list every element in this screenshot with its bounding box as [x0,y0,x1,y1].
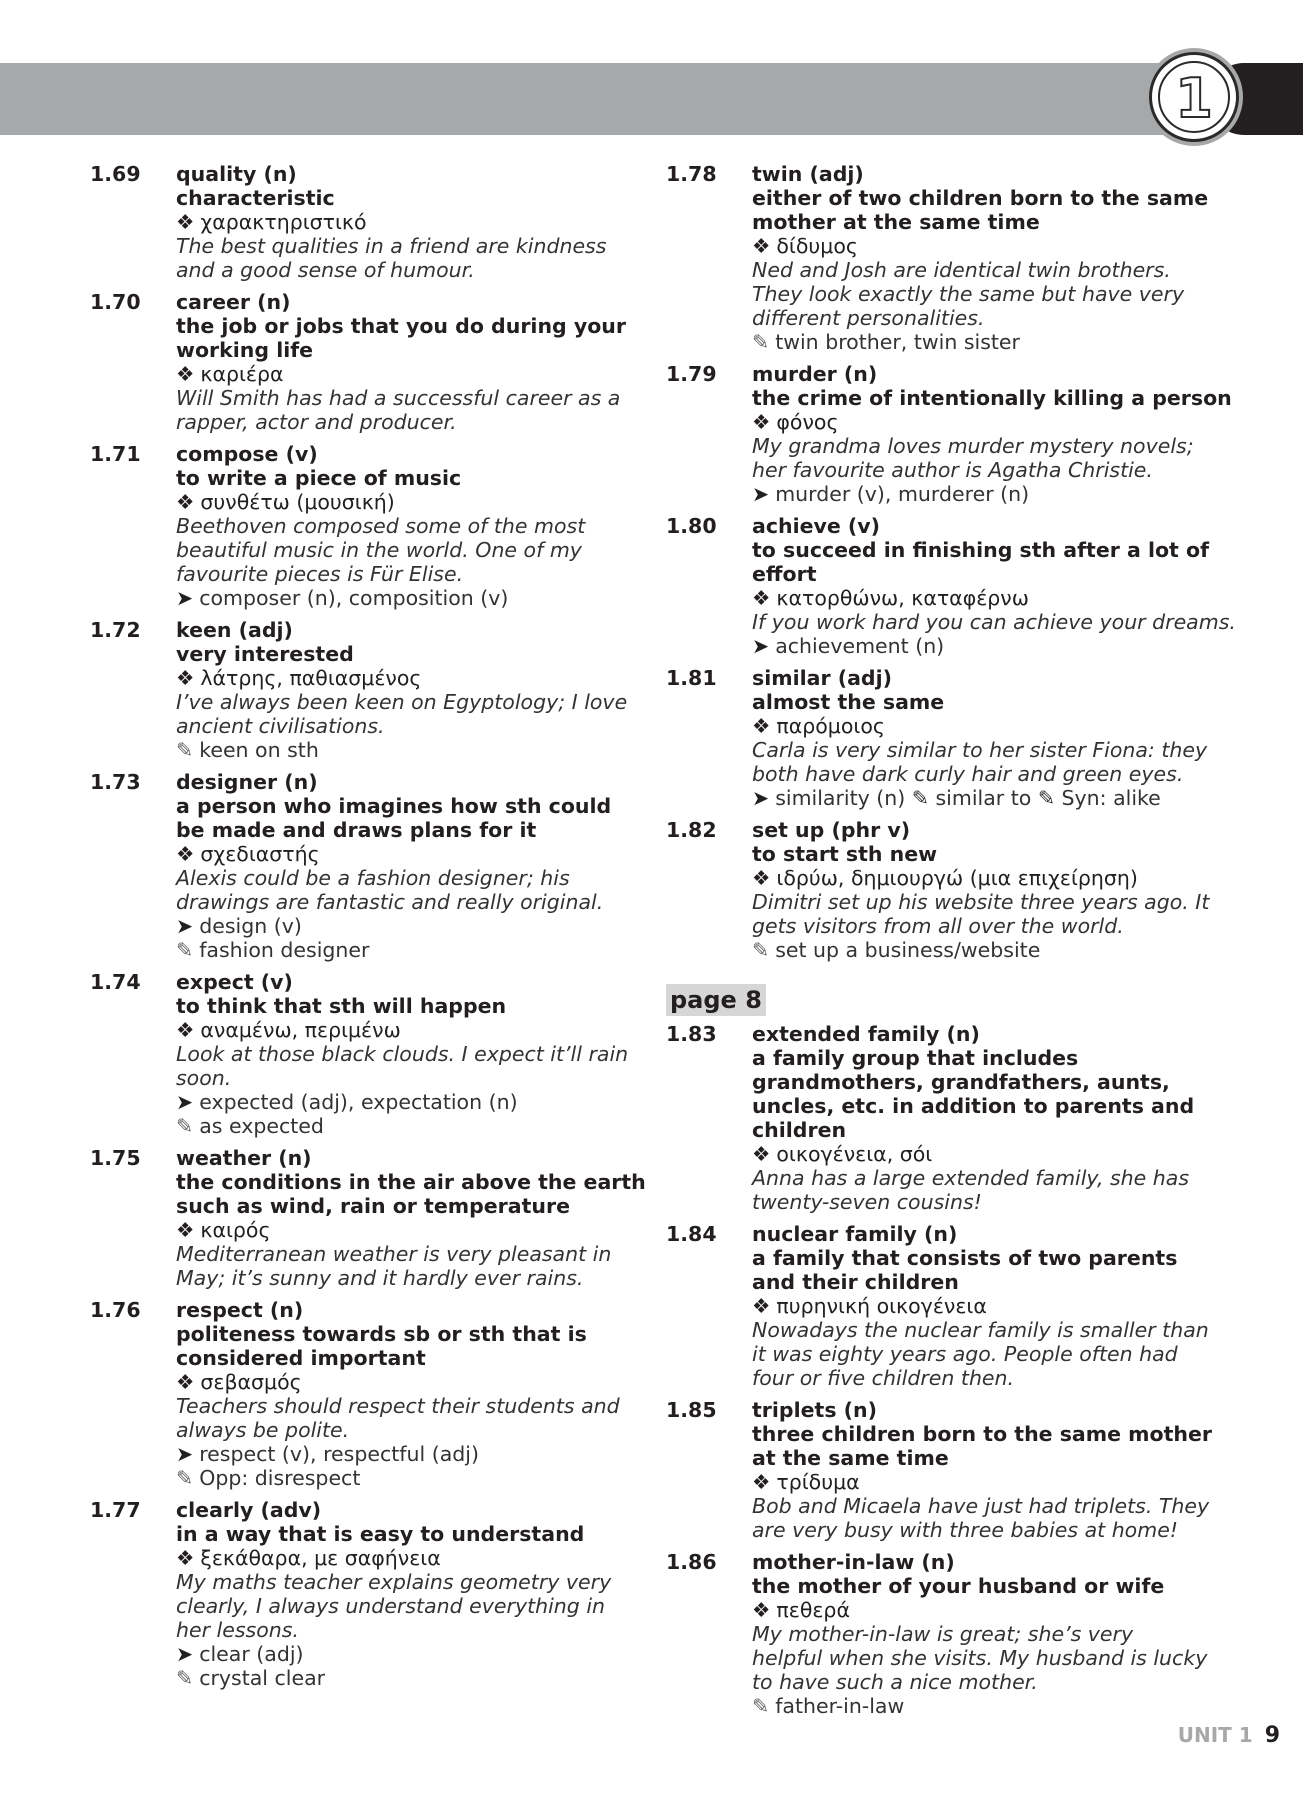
vocab-entry [90,442,650,610]
translation-text: λάτρης, παθιασμένος [200,666,422,690]
entry-definition-line: three children born to the same mother [752,1422,1213,1446]
entry-example-line: If you work hard you can achieve your dreams. [752,610,1236,634]
entry-example-line: drawings are fantastic and really original. [176,890,604,914]
entry-number: 1.80 [666,514,717,538]
note-text: as expected [199,1114,324,1138]
entry-definition-line: a family that consists of two parents [752,1246,1178,1270]
right-entries-bottom [666,1022,1246,1718]
pencil-icon: ✎ [752,1694,770,1718]
entry-definition-line: the mother of your husband or wife [752,1574,1165,1598]
entry-body [176,290,650,434]
arrow-icon: ➤ [176,1090,194,1114]
arrow-icon: ➤ [176,914,194,938]
entry-definition-line: uncles, etc. in addition to parents and [752,1094,1195,1118]
entry-note-line [752,938,1246,962]
entry-example-line: different personalities. [752,306,985,330]
entry-example-line: soon. [176,1066,232,1090]
entry-number: 1.69 [90,162,141,186]
entry-example-line: ancient civilisations. [176,714,385,738]
note-text: expected (adj), expectation (n) [199,1090,518,1114]
entry-translation [176,1370,650,1394]
arrow-icon: ➤ [176,1642,194,1666]
entry-body [752,818,1246,962]
entry-example-line: My maths teacher explains geometry very [176,1570,612,1594]
entry-definition-line: very interested [176,642,354,666]
translation-text: χαρακτηριστικό [200,210,367,234]
entry-term: achieve (v) [752,514,881,538]
entry-translation [176,1218,650,1242]
entry-body [176,1146,650,1290]
vocab-entry [666,1398,1246,1542]
entry-number: 1.83 [666,1022,717,1046]
vocab-entry [666,514,1246,658]
entry-note-line [176,1666,650,1690]
entry-definition-line: the job or jobs that you do during your [176,314,627,338]
translation-text: οικογένεια, σόι [776,1142,933,1166]
entry-translation [176,842,650,866]
entry-number: 1.76 [90,1298,141,1322]
entry-translation [752,234,1246,258]
diamond-icon: ❖ [176,1018,195,1042]
footer-unit-label: UNIT 1 [1177,1723,1253,1747]
entry-example-line: Dimitri set up his website three years ago. It [752,890,1210,914]
entry-note-line [176,586,650,610]
entry-body [176,1498,650,1690]
entry-example-line: gets visitors from all over the world. [752,914,1124,938]
translation-text: πεθερά [776,1598,850,1622]
translation-text: πυρηνική οικογένεια [776,1294,987,1318]
entry-note-line [176,738,650,762]
entry-term: triplets (n) [752,1398,878,1422]
diamond-icon: ❖ [752,410,771,434]
entry-note-line [752,634,1246,658]
entry-body [752,1222,1246,1390]
entry-number: 1.74 [90,970,141,994]
entry-example-line: always be polite. [176,1418,350,1442]
entry-example-line: Mediterranean weather is very pleasant in [176,1242,612,1266]
entry-term: compose (v) [176,442,318,466]
entry-definition-line: effort [752,562,817,586]
entry-note-line [176,1466,650,1490]
entry-note-line [752,786,1246,810]
vocab-entry [90,770,650,962]
entry-example-line: four or five children then. [752,1366,1015,1390]
vocab-entry [666,1222,1246,1390]
pencil-icon: ✎ [752,938,770,962]
entry-body [176,770,650,962]
entry-definition-line: either of two children born to the same [752,186,1209,210]
arrow-icon: ➤ [752,786,770,810]
diamond-icon: ❖ [752,1294,771,1318]
vocab-entry [666,1550,1246,1718]
entry-body [176,162,650,282]
entry-example-line: I’ve always been keen on Egyptology; I love [176,690,628,714]
translation-text: ιδρύω, δημιουργώ (μια επιχείρηση) [776,866,1138,890]
entry-body [752,666,1246,810]
entry-body [176,970,650,1138]
entry-definition-line: characteristic [176,186,335,210]
entry-example-line: Alexis could be a fashion designer; his [176,866,570,890]
vocab-entry [666,818,1246,962]
diamond-icon: ❖ [176,210,195,234]
translation-text: καριέρα [200,362,284,386]
entry-definition-line: and their children [752,1270,959,1294]
pencil-icon: ✎ [176,1666,194,1690]
entry-number: 1.71 [90,442,141,466]
entry-term: weather (n) [176,1146,312,1170]
pencil-icon: ✎ [752,330,770,354]
entry-term: quality (n) [176,162,297,186]
entry-example-line: My grandma loves murder mystery novels; [752,434,1194,458]
entry-translation [176,210,650,234]
note-text: father-in-law [775,1694,905,1718]
entry-number: 1.81 [666,666,717,690]
diamond-icon: ❖ [176,1370,195,1394]
entry-definition-line: almost the same [752,690,945,714]
entry-body [752,1022,1246,1214]
vocab-entry [666,666,1246,810]
entry-definition-line: at the same time [752,1446,949,1470]
entry-term: twin (adj) [752,162,864,186]
entry-body [752,1550,1246,1718]
unit-badge [1149,52,1239,142]
entry-body [176,618,650,762]
diamond-icon: ❖ [752,866,771,890]
entry-definition-line: in a way that is easy to understand [176,1522,585,1546]
entry-example-line: They look exactly the same but have very [752,282,1185,306]
entry-definition-line: to write a piece of music [176,466,462,490]
entry-example-line: Carla is very similar to her sister Fiona: they [752,738,1208,762]
note-text: murder (v), murderer (n) [775,482,1030,506]
note-text: keen on sth [199,738,319,762]
entry-term: keen (adj) [176,618,293,642]
right-column [666,162,1246,1726]
left-column [90,162,650,1698]
entry-definition-line: grandmothers, grandfathers, aunts, [752,1070,1170,1094]
entry-note-line [176,1090,650,1114]
pencil-icon: ✎ [176,1114,194,1138]
vocab-entry [90,618,650,762]
entry-definition-line: such as wind, rain or temperature [176,1194,571,1218]
entry-definition-line: working life [176,338,314,362]
entry-example-line: twenty-seven cousins! [752,1190,982,1214]
entry-translation [752,1598,1246,1622]
right-entries-top [666,162,1246,962]
note-text: composer (n), composition (v) [199,586,509,610]
diamond-icon: ❖ [176,1546,195,1570]
vocab-entry [90,1146,650,1290]
entry-example-line: beautiful music in the world. One of my [176,538,582,562]
diamond-icon: ❖ [176,842,195,866]
entry-definition-line: children [752,1118,847,1142]
translation-text: καιρός [200,1218,271,1242]
entry-term: designer (n) [176,770,318,794]
entry-translation [752,1470,1246,1494]
note-text: design (v) [199,914,302,938]
entry-definition-line: considered important [176,1346,426,1370]
vocab-entry [666,362,1246,506]
entry-example-line: rapper, actor and producer. [176,410,457,434]
vocab-entry [666,1022,1246,1214]
translation-text: φόνος [776,410,839,434]
entry-term: respect (n) [176,1298,304,1322]
vocab-entry [90,970,650,1138]
entry-definition-line: to succeed in finishing sth after a lot of [752,538,1209,562]
entry-example-line: Look at those black clouds. I expect it’ll rain [176,1042,629,1066]
translation-text: κατορθώνω, καταφέρνω [776,586,1029,610]
entry-term: extended family (n) [752,1022,980,1046]
translation-text: δίδυμος [776,234,858,258]
entry-example-line: it was eighty years ago. People often had [752,1342,1178,1366]
entry-term: murder (n) [752,362,878,386]
entry-translation [752,586,1246,610]
entry-translation [176,666,650,690]
unit-badge-number: 1 [1175,67,1213,130]
entry-definition-line: a family group that includes [752,1046,1079,1070]
entry-example-line: helpful when she visits. My husband is lucky [752,1646,1208,1670]
entry-example-line: are very busy with three babies at home! [752,1518,1179,1542]
header-bar [0,63,1215,135]
diamond-icon: ❖ [752,234,771,258]
page-footer [1140,1720,1280,1750]
entry-example-line: The best qualities in a friend are kindness [176,234,607,258]
entry-definition-line: a person who imagines how sth could [176,794,612,818]
diamond-icon: ❖ [176,490,195,514]
arrow-icon: ➤ [752,634,770,658]
entry-example-line: Teachers should respect their students and [176,1394,620,1418]
entry-translation [752,714,1246,738]
entry-note-line [752,1694,1246,1718]
diamond-icon: ❖ [752,586,771,610]
translation-text: σχεδιαστής [200,842,320,866]
note-text: set up a business/website [775,938,1041,962]
vocab-entry [90,290,650,434]
entry-example-line: Beethoven composed some of the most [176,514,586,538]
entry-number: 1.77 [90,1498,141,1522]
entry-translation [176,1018,650,1042]
entry-note-line [752,330,1246,354]
entry-number: 1.86 [666,1550,717,1574]
entry-term: similar (adj) [752,666,892,690]
entry-term: clearly (adv) [176,1498,322,1522]
entry-number: 1.73 [90,770,141,794]
arrow-icon: ➤ [176,1442,194,1466]
entry-body [752,514,1246,658]
entry-example-line: to have such a nice mother. [752,1670,1038,1694]
diamond-icon: ❖ [752,1142,771,1166]
entry-body [752,362,1246,506]
vocab-entry [90,1498,650,1690]
translation-text: ξεκάθαρα, με σαφήνεια [200,1546,441,1570]
note-text: similarity (n) ✎ similar to ✎ Syn: alike [775,786,1161,810]
entry-translation [752,1294,1246,1318]
entry-note-line [176,1442,650,1466]
diamond-icon: ❖ [752,1598,771,1622]
translation-text: σεβασμός [200,1370,302,1394]
entry-definition-line: politeness towards sb or sth that is [176,1322,587,1346]
entry-translation [176,1546,650,1570]
entry-number: 1.84 [666,1222,717,1246]
entry-number: 1.72 [90,618,141,642]
entry-number: 1.79 [666,362,717,386]
entry-translation [752,1142,1246,1166]
note-text: twin brother, twin sister [775,330,1020,354]
entry-number: 1.75 [90,1146,141,1170]
entry-term: set up (phr v) [752,818,911,842]
arrow-icon: ➤ [176,586,194,610]
entry-definition-line: to think that sth will happen [176,994,507,1018]
entry-translation [176,362,650,386]
translation-text: αναμένω, περιμένω [200,1018,401,1042]
translation-text: παρόμοιος [776,714,885,738]
entry-term: career (n) [176,290,291,314]
entry-note-line [176,1114,650,1138]
note-text: Opp: disrespect [199,1466,361,1490]
vocab-entry [666,162,1246,354]
vocab-entry [90,162,650,282]
entry-example-line: and a good sense of humour. [176,258,475,282]
entry-note-line [176,914,650,938]
entry-note-line [176,1642,650,1666]
entry-number: 1.82 [666,818,717,842]
entry-body [752,162,1246,354]
vocab-entry [90,1298,650,1490]
entry-example-line: Ned and Josh are identical twin brothers. [752,258,1171,282]
diamond-icon: ❖ [752,1470,771,1494]
entry-term: nuclear family (n) [752,1222,958,1246]
diamond-icon: ❖ [176,1218,195,1242]
diamond-icon: ❖ [176,362,195,386]
entry-example-line: Anna has a large extended family, she has [752,1166,1190,1190]
entry-example-line: My mother-in-law is great; she’s very [752,1622,1134,1646]
entry-definition-line: mother at the same time [752,210,1040,234]
entry-example-line: May; it’s sunny and it hardly ever rains. [176,1266,584,1290]
entry-note-line [176,938,650,962]
entry-definition-line: be made and draws plans for it [176,818,537,842]
entry-definition-line: to start sth new [752,842,938,866]
entry-example-line: her lessons. [176,1618,299,1642]
page-label: page 8 [666,984,766,1016]
diamond-icon: ❖ [752,714,771,738]
entry-translation [752,410,1246,434]
entry-example-line: Bob and Micaela have just had triplets. They [752,1494,1210,1518]
entry-translation [752,866,1246,890]
entry-example-line: Nowadays the nuclear family is smaller than [752,1318,1209,1342]
entry-body [176,442,650,610]
arrow-icon: ➤ [752,482,770,506]
footer-page-number: 9 [1264,1722,1280,1748]
pencil-icon: ✎ [176,1466,194,1490]
entry-definition-line: the crime of intentionally killing a person [752,386,1232,410]
entry-example-line: Will Smith has had a successful career as a [176,386,621,410]
entry-number: 1.70 [90,290,141,314]
entry-body [752,1398,1246,1542]
entry-example-line: clearly, I always understand everything in [176,1594,606,1618]
note-text: respect (v), respectful (adj) [199,1442,479,1466]
entry-example-line: favourite pieces is Für Elise. [176,562,464,586]
entry-number: 1.78 [666,162,717,186]
entry-translation [176,490,650,514]
entry-term: mother-in-law (n) [752,1550,955,1574]
entry-example-line: her favourite author is Agatha Christie. [752,458,1153,482]
note-text: clear (adj) [199,1642,304,1666]
note-text: fashion designer [199,938,370,962]
note-text: achievement (n) [775,634,945,658]
entry-term: expect (v) [176,970,293,994]
entry-note-line [752,482,1246,506]
entry-body [176,1298,650,1490]
entry-number: 1.85 [666,1398,717,1422]
pencil-icon: ✎ [176,738,194,762]
entry-definition-line: the conditions in the air above the earth [176,1170,646,1194]
entry-example-line: both have dark curly hair and green eyes. [752,762,1184,786]
note-text: crystal clear [199,1666,326,1690]
translation-text: συνθέτω (μουσική) [200,490,395,514]
translation-text: τρίδυμα [776,1470,860,1494]
diamond-icon: ❖ [176,666,195,690]
pencil-icon: ✎ [176,938,194,962]
